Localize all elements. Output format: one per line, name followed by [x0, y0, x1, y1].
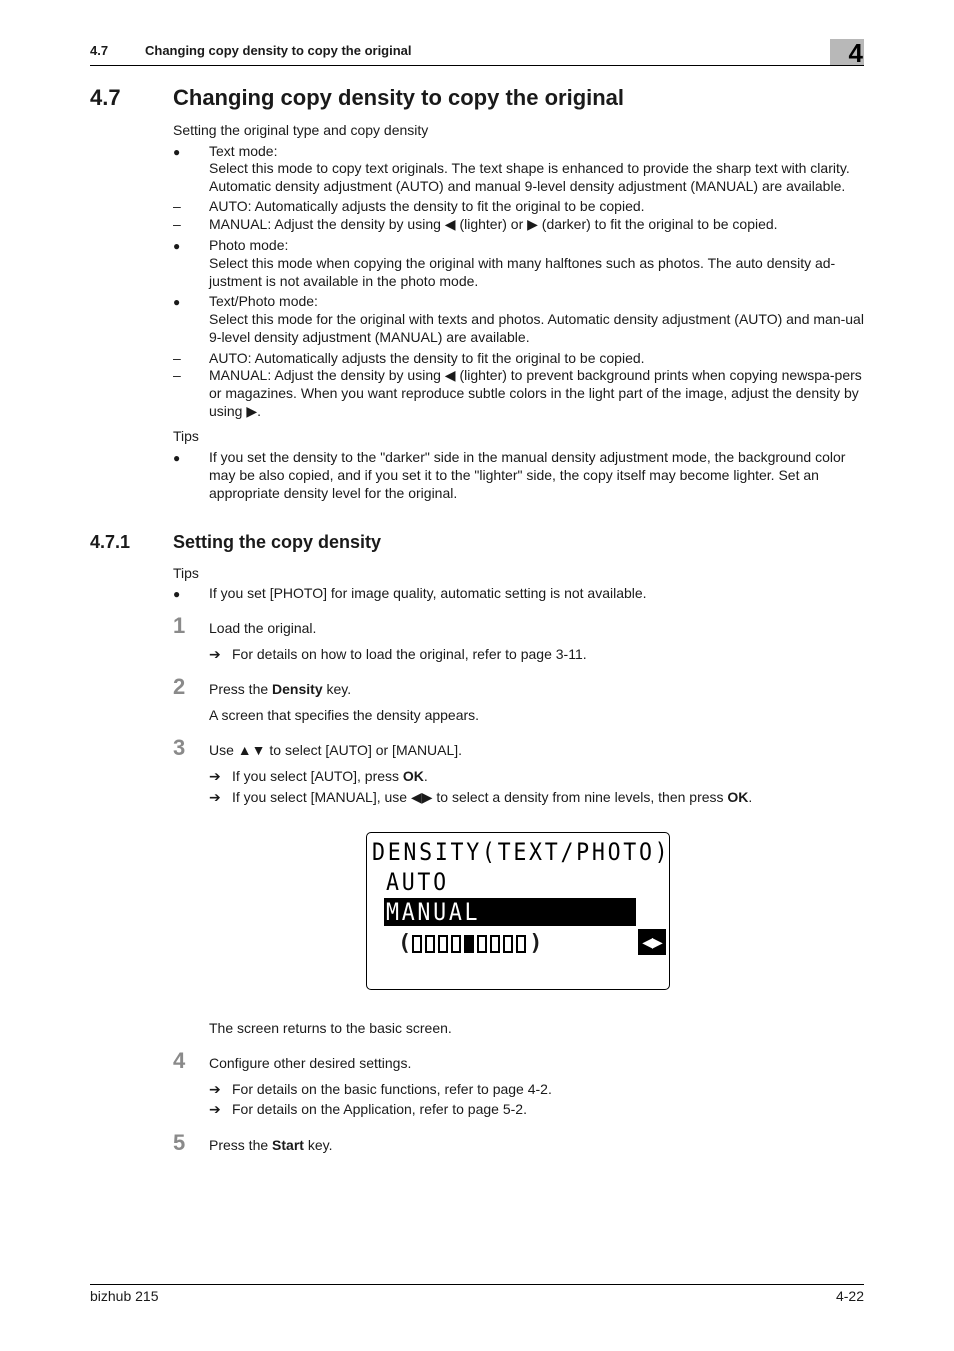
header-rule — [90, 65, 864, 66]
step-text: Configure other desired settings. — [209, 1055, 412, 1071]
text-mode-label: Text mode: — [209, 143, 278, 159]
bullet-marker: ● — [173, 587, 181, 601]
text-mode-manual: MANUAL: Adjust the density by using ◀ (lighter) or ▶ (darker) to fit the original to be copied. — [209, 216, 778, 232]
textphoto-mode-auto: AUTO: Automatically adjusts the density to fit the original to be copied. — [209, 350, 645, 366]
bullet-marker: ● — [173, 451, 181, 465]
density-cell — [412, 935, 422, 953]
photo-mode-label: Photo mode: — [209, 237, 289, 253]
arrow-icon: ➔ — [209, 1101, 221, 1117]
density-cell — [477, 935, 487, 953]
bullet-marker: ● — [173, 145, 181, 159]
step-note: A screen that specifies the density appears. — [209, 707, 480, 723]
after-screen-text: The screen returns to the basic screen. — [209, 1020, 452, 1036]
chapter-number: 4 — [848, 38, 863, 68]
step-number: 5 — [173, 1130, 186, 1155]
left-right-arrows-icon: ◀▶ — [638, 929, 666, 955]
section-title: Changing copy density to copy the original — [173, 85, 625, 110]
density-cell — [438, 935, 448, 953]
bullet-marker: ● — [173, 239, 181, 253]
step-subtext: For details on the basic functions, refer to page 4-2. — [232, 1081, 552, 1097]
step-subtext: For details on how to load the original, refer to page 3-11. — [232, 646, 587, 662]
footer-product: bizhub 215 — [90, 1288, 159, 1304]
step-text: Load the original. — [209, 620, 317, 636]
photo-mode-description: Select this mode when copying the original with many halftones such as photos. The auto density ad-justment is not available in the photo mode. — [209, 255, 836, 289]
intro-text: Setting the original type and copy density — [173, 122, 429, 138]
density-cell — [490, 935, 500, 953]
density-cell — [503, 935, 513, 953]
step-number: 3 — [173, 735, 186, 760]
dash-marker: – — [173, 350, 181, 366]
subsection-title: Setting the copy density — [173, 532, 382, 552]
tips-label: Tips — [173, 428, 199, 444]
subsection-number: 4.7.1 — [90, 532, 131, 552]
textphoto-mode-label: Text/Photo mode: — [209, 293, 318, 309]
arrow-icon: ➔ — [209, 789, 221, 805]
density-cell — [451, 935, 461, 953]
step-subtext: If you select [MANUAL], use ◀▶ to select a density from nine levels, then press OK. — [232, 789, 753, 805]
step-subtext: If you select [AUTO], press OK. — [232, 768, 428, 784]
step-text: Use ▲▼ to select [AUTO] or [MANUAL]. — [209, 742, 463, 758]
tip-text: If you set [PHOTO] for image quality, automatic setting is not available. — [209, 585, 647, 601]
density-cell-selected — [464, 935, 474, 953]
arrow-icon: ➔ — [209, 768, 221, 784]
dash-marker: – — [173, 198, 181, 214]
section-number: 4.7 — [90, 85, 121, 110]
density-cell — [425, 935, 435, 953]
density-cell — [516, 935, 526, 953]
textphoto-mode-description: Select this mode for the original with texts and photos. Automatic density adjustment (AUTO) and man-ual 9-level density adjustment (MANUAL) are available. — [209, 311, 864, 345]
step-number: 1 — [173, 613, 186, 638]
step-text: Press the Density key. — [209, 681, 352, 697]
step-number: 2 — [173, 674, 186, 699]
header-section-number: 4.7 — [90, 43, 109, 58]
tips-label: Tips — [173, 565, 199, 581]
arrow-icon: ➔ — [209, 646, 221, 662]
lcd-option-manual: MANUAL — [386, 898, 481, 926]
bullet-marker: ● — [173, 295, 181, 309]
text-mode-auto: AUTO: Automatically adjusts the density to fit the original to be copied. — [209, 198, 645, 214]
step-subtext: For details on the Application, refer to page 5-2. — [232, 1101, 527, 1117]
density-level-bar — [398, 931, 543, 956]
dash-marker: – — [173, 216, 181, 232]
tip-text: If you set the density to the "darker" side in the manual density adjustment mode, the background color may be also copied, and if you set it to the "lighter" side, the copy itself may become lighter. Set an appropriate density level for the original. — [209, 449, 846, 501]
step-number: 4 — [173, 1048, 186, 1073]
density-bar-right-cap: ) — [529, 931, 543, 956]
footer-page-number: 4-22 — [835, 1288, 864, 1304]
step-text: Press the Start key. — [209, 1137, 333, 1153]
arrow-icon: ➔ — [209, 1081, 221, 1097]
text-mode-description: Select this mode to copy text originals. The text shape is enhanced to provide the sharp text with clarity. Automatic density adjustment (AUTO) and manual 9-level density adjustment (MANUAL) are available. — [209, 160, 850, 194]
footer-rule — [90, 1284, 864, 1285]
lcd-option-auto: AUTO — [386, 868, 449, 896]
density-bar-left-cap: ( — [398, 931, 412, 956]
dash-marker: – — [173, 367, 181, 383]
textphoto-mode-manual: MANUAL: Adjust the density by using ◀ (lighter) to prevent background prints when copying newspa-pers or magazines. When you want reproduce subtle colors in the light part of the image, adjust the density by using ▶. — [209, 367, 862, 419]
lcd-title: DENSITY(TEXT/PHOTO) — [372, 838, 671, 866]
header-section-title: Changing copy density to copy the original — [145, 43, 412, 58]
